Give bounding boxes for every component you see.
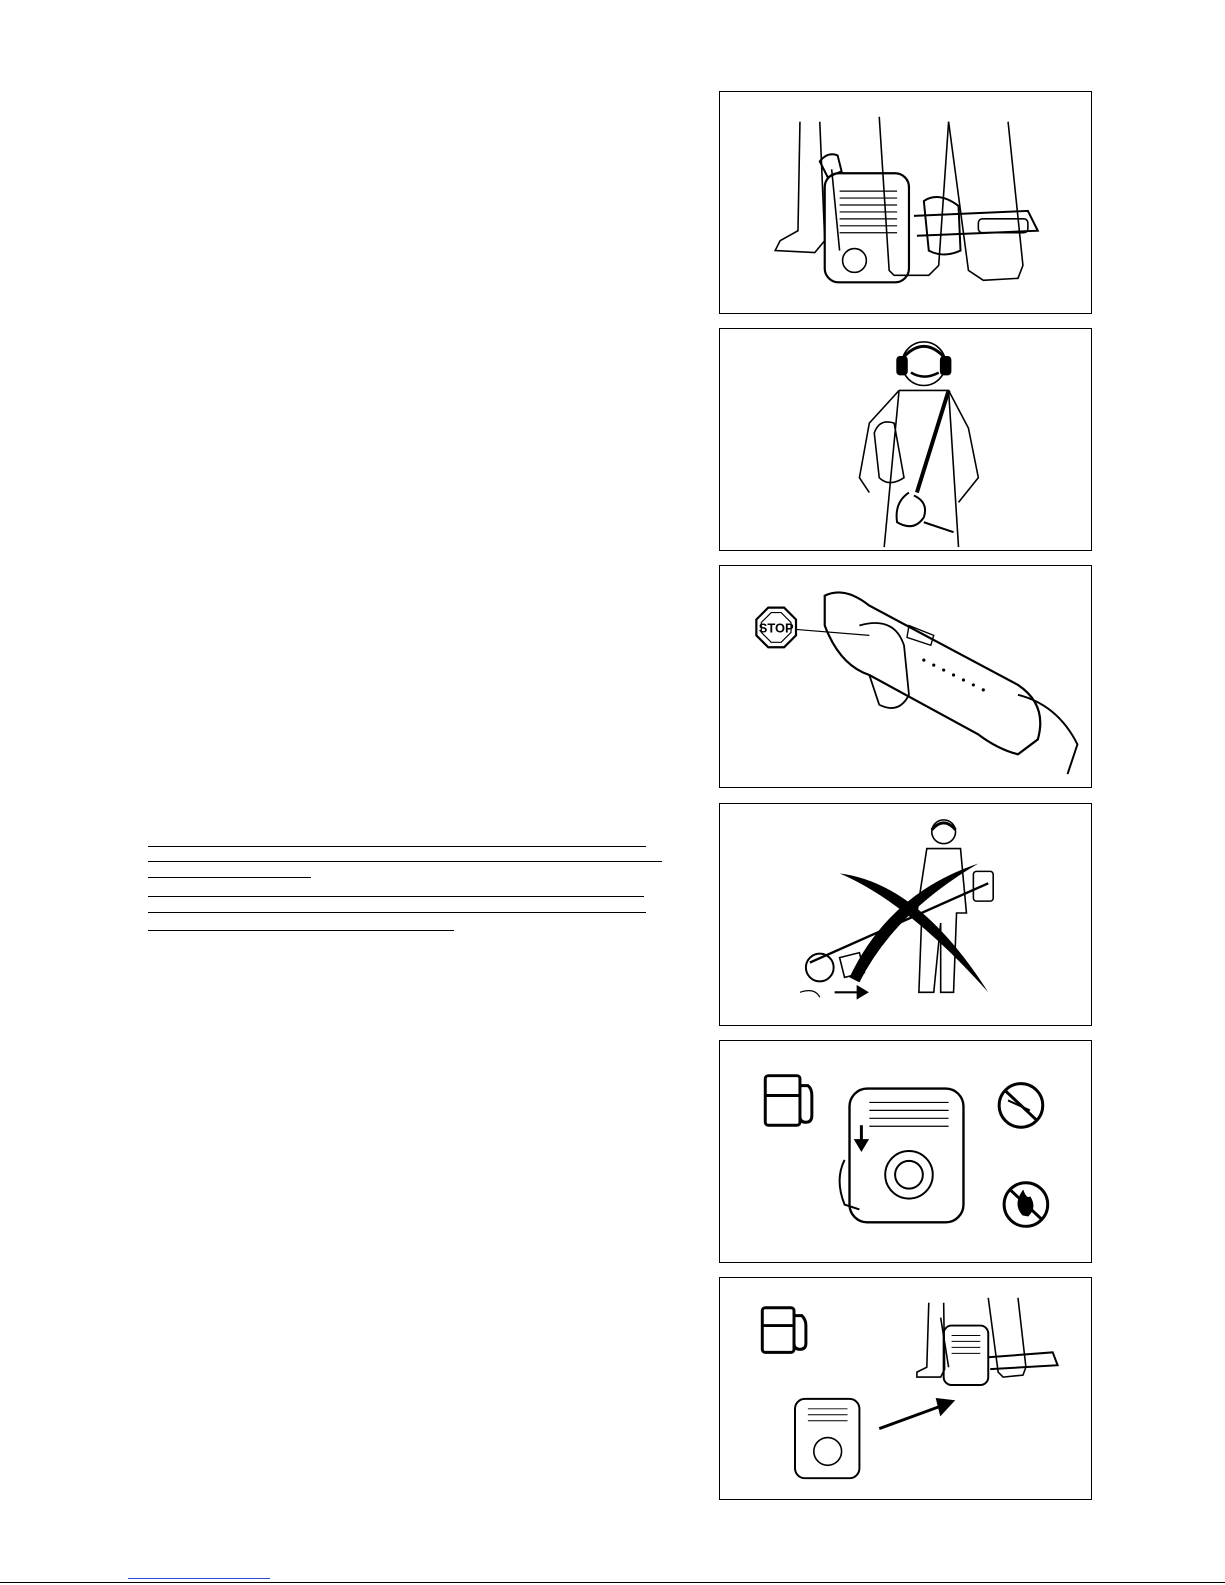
figure-panel-1 — [719, 91, 1092, 314]
operator-start-position-icon — [917, 1298, 1058, 1385]
underline-link-line-1[interactable] — [148, 846, 646, 847]
move-away-from-refuel-icon — [720, 1278, 1091, 1499]
underline-link-line-2[interactable] — [148, 861, 662, 862]
footer-divider — [0, 1582, 1225, 1583]
underline-link-line-3[interactable] — [148, 877, 311, 878]
figure-panel-3 — [719, 565, 1092, 788]
fuel-pump-icon — [765, 1076, 812, 1126]
fuel-pump-icon — [762, 1308, 806, 1353]
figure-panel-4 — [719, 803, 1092, 1026]
refuel-warning-icon — [720, 1041, 1091, 1262]
no-smoking-icon — [999, 1084, 1043, 1128]
no-open-flame-icon — [1004, 1183, 1048, 1227]
small-engine-icon — [795, 1399, 859, 1478]
figure-panel-2 — [719, 328, 1092, 551]
stop-switch-handle-icon — [720, 566, 1091, 787]
do-not-drag-crossed-icon — [720, 804, 1091, 1025]
stop-sign-text: STOP — [758, 620, 794, 636]
underline-link-line-6[interactable] — [148, 930, 454, 931]
operator-holding-engine-icon — [720, 92, 1091, 313]
operator-with-harness-icon — [720, 329, 1091, 550]
underline-link-line-4[interactable] — [148, 896, 644, 897]
engine-body-icon — [840, 1089, 964, 1223]
figure-panel-5 — [719, 1040, 1092, 1263]
figure-panel-6 — [719, 1277, 1092, 1500]
footer-link-underline[interactable] — [128, 1578, 270, 1579]
underline-link-line-5[interactable] — [148, 912, 646, 913]
